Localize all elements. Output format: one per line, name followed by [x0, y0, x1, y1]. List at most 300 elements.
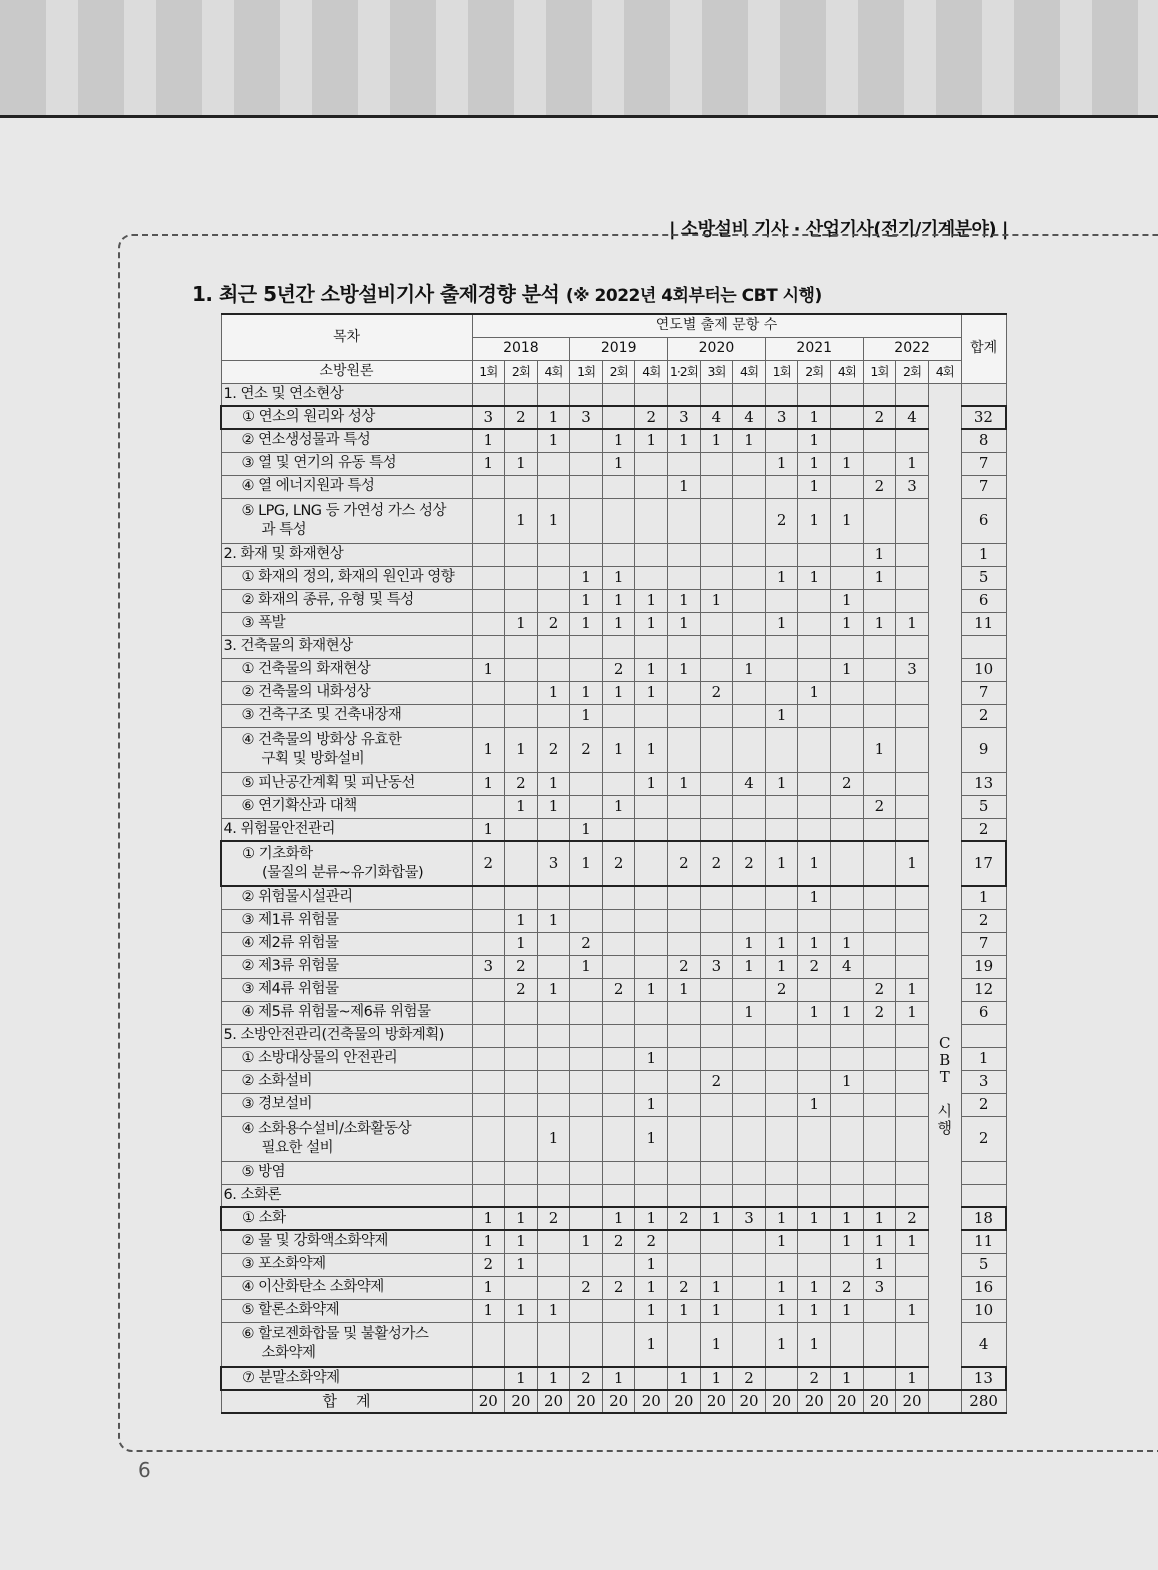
table-row: [221, 681, 1006, 704]
count-cell: [896, 818, 929, 841]
count-cell: [700, 383, 733, 406]
count-cell: [570, 909, 603, 932]
count-cell: 1: [505, 1367, 538, 1390]
count-cell: 1: [896, 1299, 929, 1322]
count-cell: 1: [765, 841, 798, 886]
sum-cell: 20: [602, 1390, 635, 1413]
topic-name: [221, 909, 472, 932]
topic-name-line: 5. 소방안전관리(건축물의 방화계획): [223, 1027, 444, 1043]
count-cell: [831, 1184, 864, 1207]
count-cell: 1: [505, 932, 538, 955]
count-cell: 1: [472, 818, 505, 841]
topic-name-line: ② 물 및 강화액소화약제: [241, 1233, 388, 1250]
header-subject: 소방원론: [221, 360, 472, 383]
count-cell: 1: [635, 1299, 668, 1322]
count-cell: [570, 1047, 603, 1070]
count-cell: [831, 681, 864, 704]
count-cell: 1: [700, 1207, 733, 1230]
table-row: [221, 1093, 1006, 1116]
header-round: 2회: [798, 360, 831, 383]
count-cell: 1: [472, 1299, 505, 1322]
count-cell: [798, 978, 831, 1001]
count-cell: [537, 589, 570, 612]
count-cell: [570, 1093, 603, 1116]
count-cell: 2: [668, 1276, 701, 1299]
count-cell: [700, 818, 733, 841]
count-cell: [831, 909, 864, 932]
count-cell: [602, 1184, 635, 1207]
count-cell: [505, 543, 538, 566]
count-cell: 1: [472, 772, 505, 795]
count-cell: 1: [635, 1322, 668, 1367]
count-cell: 1: [668, 772, 701, 795]
row-total: 5: [961, 566, 1006, 589]
topic-name-line: ③ 폭발: [241, 615, 286, 631]
count-cell: [472, 1161, 505, 1184]
count-cell: [505, 1116, 538, 1161]
row-total: 2: [961, 909, 1006, 932]
count-cell: [700, 475, 733, 498]
count-cell: 1: [602, 566, 635, 589]
count-cell: 1: [798, 681, 831, 704]
count-cell: 1: [537, 795, 570, 818]
count-cell: 1: [798, 1207, 831, 1230]
count-cell: [635, 1070, 668, 1093]
count-cell: 2: [896, 1207, 929, 1230]
count-cell: [472, 1367, 505, 1390]
count-cell: 1: [505, 498, 538, 543]
count-cell: 2: [570, 932, 603, 955]
count-cell: 1: [570, 612, 603, 635]
table-row: [221, 1024, 1006, 1047]
count-cell: [765, 681, 798, 704]
row-total: 10: [961, 658, 1006, 681]
count-cell: [896, 543, 929, 566]
count-cell: 1: [570, 704, 603, 727]
count-cell: 1: [635, 1047, 668, 1070]
count-cell: [896, 566, 929, 589]
count-cell: 1: [570, 955, 603, 978]
count-cell: [765, 543, 798, 566]
table-row: [221, 566, 1006, 589]
count-cell: [863, 886, 896, 909]
count-cell: [602, 1070, 635, 1093]
count-cell: [635, 795, 668, 818]
header-year-group: 연도별 출제 문항 수: [472, 314, 961, 337]
count-cell: [635, 452, 668, 475]
count-cell: [863, 704, 896, 727]
row-total: 7: [961, 452, 1006, 475]
count-cell: [863, 383, 896, 406]
count-cell: 1: [668, 658, 701, 681]
count-cell: [700, 1230, 733, 1253]
table-row: [221, 1161, 1006, 1184]
topic-name: [221, 612, 472, 635]
count-cell: [537, 1184, 570, 1207]
count-cell: [700, 1093, 733, 1116]
count-cell: 1: [635, 658, 668, 681]
count-cell: [570, 543, 603, 566]
count-cell: [635, 1184, 668, 1207]
count-cell: 1: [537, 1367, 570, 1390]
table-row: [221, 704, 1006, 727]
table-row: [221, 1184, 1006, 1207]
count-cell: [537, 1047, 570, 1070]
count-cell: 1: [505, 1230, 538, 1253]
count-cell: [831, 406, 864, 429]
count-cell: 1: [635, 589, 668, 612]
cbt-char: [929, 1086, 961, 1103]
count-cell: 2: [570, 1276, 603, 1299]
count-cell: [733, 1093, 766, 1116]
row-total: 4: [961, 1322, 1006, 1367]
count-cell: [668, 932, 701, 955]
table-row: [221, 1070, 1006, 1093]
topic-name: [221, 955, 472, 978]
count-cell: [635, 566, 668, 589]
count-cell: [765, 1070, 798, 1093]
count-cell: [700, 704, 733, 727]
count-cell: [733, 1322, 766, 1367]
count-cell: [733, 383, 766, 406]
count-cell: [733, 1070, 766, 1093]
count-cell: 1: [505, 1253, 538, 1276]
count-cell: [602, 635, 635, 658]
count-cell: [700, 932, 733, 955]
topic-name: [221, 795, 472, 818]
count-cell: [668, 543, 701, 566]
count-cell: 1: [537, 1116, 570, 1161]
count-cell: [505, 635, 538, 658]
count-cell: [896, 955, 929, 978]
count-cell: [505, 1070, 538, 1093]
count-cell: [505, 886, 538, 909]
count-cell: [602, 1093, 635, 1116]
count-cell: [537, 932, 570, 955]
count-cell: [765, 1093, 798, 1116]
count-cell: 1: [472, 1230, 505, 1253]
count-cell: 1: [505, 1207, 538, 1230]
count-cell: 1: [602, 612, 635, 635]
count-cell: [602, 1322, 635, 1367]
count-cell: 1: [798, 429, 831, 452]
count-cell: [765, 818, 798, 841]
count-cell: 1: [602, 1207, 635, 1230]
topic-name: [221, 566, 472, 589]
sum-cell: 20: [863, 1390, 896, 1413]
count-cell: 1: [602, 727, 635, 772]
count-cell: [896, 1184, 929, 1207]
row-total: 3: [961, 1070, 1006, 1093]
header-round: 1회: [570, 360, 603, 383]
count-cell: [700, 978, 733, 1001]
sum-cell: 20: [733, 1390, 766, 1413]
count-cell: [570, 475, 603, 498]
topic-name: [221, 704, 472, 727]
count-cell: [896, 1276, 929, 1299]
count-cell: [863, 1184, 896, 1207]
count-cell: [668, 1001, 701, 1024]
count-cell: [700, 566, 733, 589]
count-cell: 1: [537, 429, 570, 452]
table-row: [221, 886, 1006, 909]
count-cell: 2: [602, 1230, 635, 1253]
count-cell: [570, 1322, 603, 1367]
count-cell: 1: [472, 1276, 505, 1299]
count-cell: [537, 1322, 570, 1367]
topic-name-line: (물질의 분류~유기화합물): [262, 864, 424, 881]
chapter-name: [221, 543, 472, 566]
count-cell: 1: [602, 452, 635, 475]
count-cell: [505, 1047, 538, 1070]
count-cell: [896, 1047, 929, 1070]
count-cell: [635, 498, 668, 543]
count-cell: 1: [635, 1207, 668, 1230]
count-cell: [472, 566, 505, 589]
count-cell: 1: [896, 841, 929, 886]
count-cell: 1: [602, 1367, 635, 1390]
topic-name-line: ③ 건축구조 및 건축내장재: [241, 707, 402, 723]
count-cell: 1: [537, 498, 570, 543]
count-cell: 1: [505, 909, 538, 932]
topic-name: [221, 1001, 472, 1024]
count-cell: 1: [831, 932, 864, 955]
count-cell: [505, 1322, 538, 1367]
count-cell: [700, 1184, 733, 1207]
count-cell: [765, 1367, 798, 1390]
row-total: 16: [961, 1276, 1006, 1299]
count-cell: 1: [896, 452, 929, 475]
count-cell: 1: [733, 955, 766, 978]
row-total: [961, 635, 1006, 658]
topic-name-line: ① 연소의 원리와 성상: [242, 409, 375, 425]
topic-name-line: ④ 이산화탄소 소화약제: [241, 1279, 384, 1295]
count-cell: [668, 1093, 701, 1116]
row-total: 7: [961, 475, 1006, 498]
count-cell: [602, 818, 635, 841]
count-cell: 1: [668, 978, 701, 1001]
count-cell: [602, 1047, 635, 1070]
topic-name-line: ⑤ LPG, LNG 등 가연성 가스 성상: [241, 502, 447, 519]
count-cell: [537, 704, 570, 727]
row-total: 18: [961, 1207, 1006, 1230]
sum-total: 280: [961, 1390, 1006, 1413]
topic-name: [221, 978, 472, 1001]
count-cell: [831, 818, 864, 841]
count-cell: 1: [537, 909, 570, 932]
chapter-name: [221, 635, 472, 658]
count-cell: 1: [700, 589, 733, 612]
count-cell: [635, 1161, 668, 1184]
count-cell: [765, 909, 798, 932]
header-round: 3회: [700, 360, 733, 383]
row-total: 6: [961, 589, 1006, 612]
count-cell: 1: [765, 452, 798, 475]
count-cell: [570, 1184, 603, 1207]
count-cell: 2: [863, 406, 896, 429]
count-cell: [635, 1001, 668, 1024]
count-cell: 3: [863, 1276, 896, 1299]
table-row: [221, 429, 1006, 452]
header-year: 2021: [765, 337, 863, 360]
row-total: 10: [961, 1299, 1006, 1322]
count-cell: [798, 589, 831, 612]
topic-name: [221, 1253, 472, 1276]
count-cell: [472, 795, 505, 818]
count-cell: [733, 1184, 766, 1207]
count-cell: [472, 1184, 505, 1207]
topic-name-line: ⑦ 분말소화약제: [242, 1370, 340, 1386]
count-cell: 1: [700, 1276, 733, 1299]
count-cell: [831, 1047, 864, 1070]
count-cell: [798, 1047, 831, 1070]
count-cell: [537, 1230, 570, 1253]
topic-name-line: ① 소화: [242, 1210, 286, 1226]
topic-name: [221, 658, 472, 681]
sum-cell: 20: [635, 1390, 668, 1413]
count-cell: 1: [863, 543, 896, 566]
count-cell: [733, 566, 766, 589]
sum-cell: 20: [668, 1390, 701, 1413]
count-cell: 2: [602, 658, 635, 681]
count-cell: 2: [765, 978, 798, 1001]
count-cell: [570, 772, 603, 795]
count-cell: 1: [537, 978, 570, 1001]
count-cell: [668, 566, 701, 589]
count-cell: [635, 886, 668, 909]
topic-name-line: ⑤ 피난공간계획 및 피난동선: [241, 775, 415, 791]
table-row: [221, 841, 1006, 886]
topic-name: [221, 1322, 472, 1367]
count-cell: [472, 498, 505, 543]
count-cell: [635, 635, 668, 658]
cbt-char: 시: [937, 1102, 952, 1121]
count-cell: [831, 543, 864, 566]
topic-name: [221, 498, 472, 543]
table-row: [221, 383, 1006, 406]
topic-name: [221, 681, 472, 704]
count-cell: [700, 1253, 733, 1276]
count-cell: [505, 589, 538, 612]
topic-name-line: ① 화재의 정의, 화재의 원인과 영향: [241, 569, 455, 585]
count-cell: 1: [635, 772, 668, 795]
count-cell: 2: [537, 727, 570, 772]
topic-name-line: ③ 포소화약제: [241, 1256, 326, 1272]
count-cell: [733, 1116, 766, 1161]
count-cell: [570, 1001, 603, 1024]
count-cell: 1: [733, 1001, 766, 1024]
count-cell: [505, 383, 538, 406]
table-row: [221, 978, 1006, 1001]
chapter-name: [221, 1024, 472, 1047]
count-cell: [668, 1253, 701, 1276]
count-cell: [831, 475, 864, 498]
table-row: [221, 772, 1006, 795]
count-cell: [863, 498, 896, 543]
count-cell: [472, 886, 505, 909]
row-total: 6: [961, 1001, 1006, 1024]
count-cell: [896, 704, 929, 727]
row-total: 2: [961, 1116, 1006, 1161]
count-cell: [570, 498, 603, 543]
count-cell: 2: [798, 955, 831, 978]
count-cell: 1: [798, 475, 831, 498]
header-round: 2회: [602, 360, 635, 383]
count-cell: 1: [831, 498, 864, 543]
count-cell: [472, 978, 505, 1001]
sum-cell: 20: [570, 1390, 603, 1413]
count-cell: 2: [635, 406, 668, 429]
count-cell: 2: [537, 612, 570, 635]
cbt-char: T: [939, 1068, 950, 1087]
count-cell: 2: [765, 498, 798, 543]
count-cell: [505, 1184, 538, 1207]
topic-name-line: 필요한 설비: [261, 1139, 334, 1156]
topic-name: [221, 932, 472, 955]
count-cell: [863, 1047, 896, 1070]
count-cell: [537, 383, 570, 406]
topic-name-line: 과 특성: [261, 521, 307, 538]
row-total: 5: [961, 795, 1006, 818]
count-cell: [831, 1116, 864, 1161]
count-cell: [570, 886, 603, 909]
count-cell: [537, 818, 570, 841]
count-cell: [635, 909, 668, 932]
count-cell: 1: [765, 772, 798, 795]
count-cell: [668, 383, 701, 406]
row-total: 17: [961, 841, 1006, 886]
count-cell: 1: [668, 612, 701, 635]
count-cell: [863, 1070, 896, 1093]
count-cell: [700, 1116, 733, 1161]
sum-label: 합 계: [221, 1390, 472, 1413]
count-cell: [537, 1276, 570, 1299]
count-cell: [602, 1116, 635, 1161]
topic-name-line: ④ 소화용수설비/소화활동상: [241, 1120, 412, 1137]
count-cell: 2: [831, 1276, 864, 1299]
count-cell: [831, 704, 864, 727]
count-cell: [505, 566, 538, 589]
count-cell: 1: [733, 429, 766, 452]
count-cell: [896, 635, 929, 658]
count-cell: [537, 1024, 570, 1047]
count-cell: [505, 818, 538, 841]
topic-name-line: 2. 화재 및 화재현상: [223, 546, 344, 562]
topic-name-line: 4. 위험물안전관리: [223, 820, 335, 837]
count-cell: [733, 498, 766, 543]
table-row: [221, 909, 1006, 932]
header-toc: 목차: [221, 314, 472, 360]
count-cell: [635, 543, 668, 566]
count-cell: 2: [700, 681, 733, 704]
count-cell: [765, 1024, 798, 1047]
count-cell: [798, 612, 831, 635]
header-round: 4회: [928, 360, 961, 383]
topic-name: [221, 406, 472, 429]
count-cell: [798, 1184, 831, 1207]
count-cell: [635, 475, 668, 498]
topic-name-line: ③ 제1류 위험물: [241, 912, 339, 928]
count-cell: [700, 727, 733, 772]
count-cell: [798, 1070, 831, 1093]
count-cell: [765, 886, 798, 909]
count-cell: [831, 1161, 864, 1184]
row-total: 2: [961, 1093, 1006, 1116]
count-cell: [863, 1093, 896, 1116]
count-cell: 2: [570, 1367, 603, 1390]
count-cell: [602, 909, 635, 932]
count-cell: [863, 452, 896, 475]
